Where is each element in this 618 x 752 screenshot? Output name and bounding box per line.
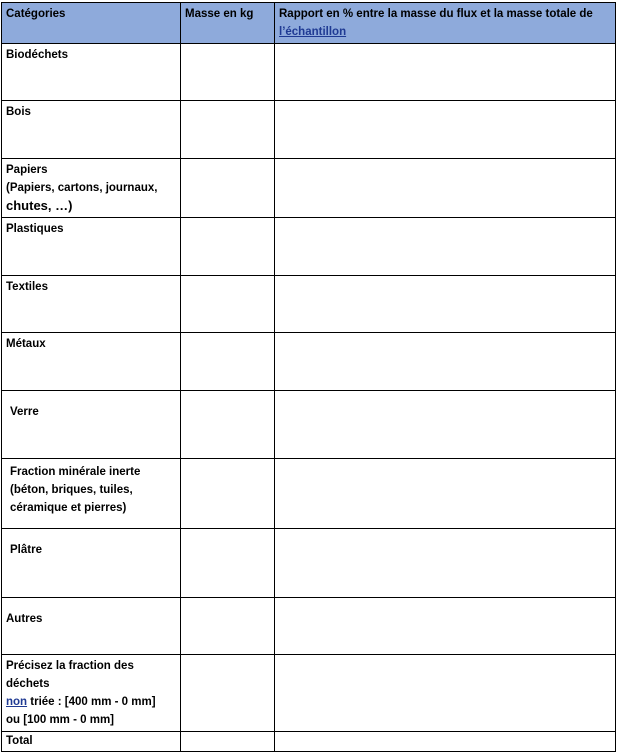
row-label-bois: Bois bbox=[2, 101, 181, 159]
ratio-cell-autres[interactable] bbox=[275, 598, 616, 655]
table-row bbox=[2, 529, 616, 598]
header-mass: Masse en kg bbox=[181, 3, 275, 44]
header-ratio bbox=[275, 3, 616, 44]
ratio-cell-textiles[interactable] bbox=[275, 276, 616, 333]
row-label-metaux: Métaux bbox=[2, 333, 181, 391]
precisez-line-2 bbox=[6, 693, 176, 711]
precisez-non: non bbox=[6, 696, 28, 708]
mass-cell-papiers[interactable] bbox=[181, 159, 275, 218]
mass-cell-textiles[interactable] bbox=[181, 276, 275, 333]
ratio-cell-total[interactable] bbox=[275, 732, 616, 752]
table-row bbox=[2, 655, 616, 732]
ratio-cell-metaux[interactable] bbox=[275, 333, 616, 391]
fraction-detail-1: (béton, briques, tuiles, bbox=[10, 484, 133, 496]
ratio-cell-bois[interactable] bbox=[275, 101, 616, 159]
header-ratio-text: Rapport en % entre la masse du flux et la masse totale de bbox=[279, 8, 593, 20]
mass-cell-plastiques[interactable] bbox=[181, 218, 275, 276]
table-row bbox=[2, 218, 616, 276]
ratio-cell-fraction[interactable] bbox=[275, 459, 616, 529]
mass-cell-fraction[interactable] bbox=[181, 459, 275, 529]
table-row bbox=[2, 101, 616, 159]
mass-cell-metaux[interactable] bbox=[181, 333, 275, 391]
row-label-verre: Verre bbox=[2, 391, 181, 459]
table-row bbox=[2, 44, 616, 101]
mass-cell-bois[interactable] bbox=[181, 101, 275, 159]
mass-cell-platre[interactable] bbox=[181, 529, 275, 598]
papiers-title: Papiers bbox=[6, 164, 48, 176]
precisez-line-2-rest: triée : [400 mm - 0 mm] bbox=[27, 696, 156, 708]
ratio-cell-plastiques[interactable] bbox=[275, 218, 616, 276]
table-row bbox=[2, 159, 616, 218]
table-row bbox=[2, 391, 616, 459]
header-categories: Catégories bbox=[2, 3, 181, 44]
row-label-precisez bbox=[2, 655, 181, 732]
ratio-cell-papiers[interactable] bbox=[275, 159, 616, 218]
ratio-cell-biodechets[interactable] bbox=[275, 44, 616, 101]
fraction-detail-2: céramique et pierres) bbox=[10, 502, 127, 514]
papiers-detail-2: chutes, …) bbox=[6, 198, 73, 213]
row-label-total: Total bbox=[2, 732, 181, 752]
table-row bbox=[2, 732, 616, 752]
header-row bbox=[2, 3, 616, 44]
mass-cell-biodechets[interactable] bbox=[181, 44, 275, 101]
precisez-line-3: ou [100 mm - 0 mm] bbox=[6, 714, 114, 726]
row-label-platre: Plâtre bbox=[2, 529, 181, 598]
table-row bbox=[2, 598, 616, 655]
papiers-detail-1: (Papiers, cartons, journaux, bbox=[6, 182, 158, 194]
row-label-papiers bbox=[2, 159, 181, 218]
table-row bbox=[2, 333, 616, 391]
waste-categories-table bbox=[1, 2, 616, 752]
row-label-plastiques: Plastiques bbox=[2, 218, 181, 276]
mass-cell-total[interactable] bbox=[181, 732, 275, 752]
ratio-cell-platre[interactable] bbox=[275, 529, 616, 598]
ratio-cell-verre[interactable] bbox=[275, 391, 616, 459]
table-row bbox=[2, 459, 616, 529]
ratio-cell-precisez[interactable] bbox=[275, 655, 616, 732]
precisez-line-1: Précisez la fraction des déchets bbox=[6, 660, 134, 690]
row-label-autres: Autres bbox=[2, 598, 181, 655]
fraction-title: Fraction minérale inerte bbox=[10, 466, 141, 478]
mass-cell-precisez[interactable] bbox=[181, 655, 275, 732]
table-row bbox=[2, 276, 616, 333]
mass-cell-autres[interactable] bbox=[181, 598, 275, 655]
row-label-fraction bbox=[2, 459, 181, 529]
row-label-biodechets: Biodéchets bbox=[2, 44, 181, 101]
header-ratio-link: l’échantillon bbox=[279, 26, 347, 38]
row-label-textiles: Textiles bbox=[2, 276, 181, 333]
mass-cell-verre[interactable] bbox=[181, 391, 275, 459]
